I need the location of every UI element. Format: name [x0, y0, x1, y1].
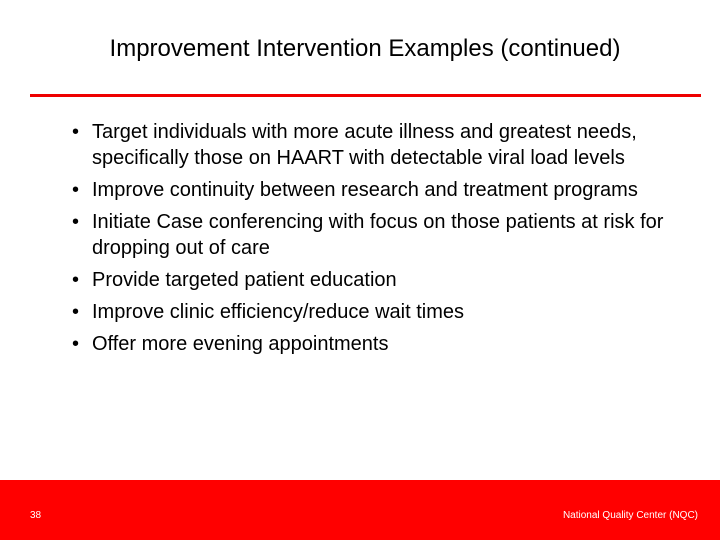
bullet-item — [72, 299, 692, 325]
bullet-marker: • — [72, 121, 80, 143]
bullet-marker: • — [72, 211, 80, 233]
bullet-text: Target individuals with more acute illness and greatest needs, specifically those on HAART with detectable viral load levels — [92, 121, 637, 169]
footer-bar — [0, 480, 720, 540]
slide-number: 38 — [30, 510, 42, 521]
bullet-list — [72, 119, 692, 363]
bullet-marker: • — [72, 333, 80, 355]
bullet-marker: • — [72, 179, 80, 201]
footer-credit: National Quality Center (NQC) — [562, 510, 698, 521]
bullet-item — [72, 331, 692, 357]
bullet-text: Improve continuity between research and treatment programs — [92, 179, 638, 201]
bullet-text: Improve clinic efficiency/reduce wait times — [92, 301, 464, 323]
bullet-marker: • — [72, 301, 80, 323]
title-divider — [30, 94, 701, 97]
bullet-text: Offer more evening appointments — [92, 333, 389, 355]
bullet-text: Initiate Case conferencing with focus on those patients at risk for dropping out of care — [92, 211, 664, 259]
bullet-item — [72, 267, 692, 293]
bullet-text: Provide targeted patient education — [92, 269, 397, 291]
bullet-marker: • — [72, 269, 80, 291]
bullet-item — [72, 177, 692, 203]
bullet-item — [72, 209, 692, 261]
slide-title: Improvement Intervention Examples (continued) — [109, 35, 621, 62]
bullet-item — [72, 119, 692, 171]
